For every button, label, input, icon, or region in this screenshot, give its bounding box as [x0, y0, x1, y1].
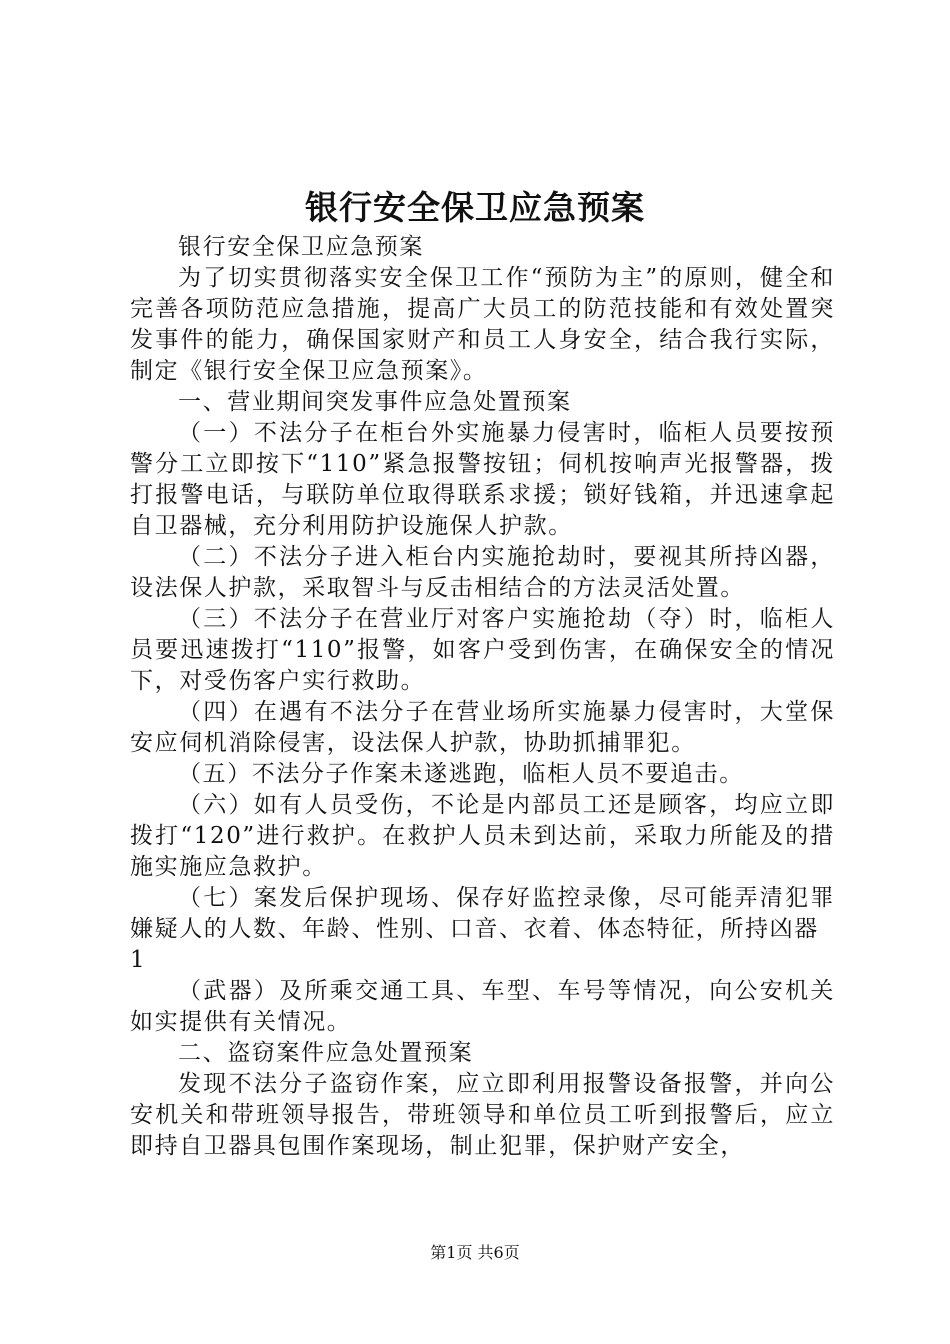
- paragraph-item-5: （五）不法分子作案未遂逃跑，临柜人员不要追击。: [178, 761, 744, 787]
- paragraph-item-6: （六）如有人员受伤，不论是内部员工还是顾客，均应立即拨打“120”进行救护。在救护人员未到达前，采取力所能及的措施实施应急救护。: [130, 792, 835, 880]
- paragraph-theft: 发现不法分子盗窃作案，应立即利用报警设备报警，并向公安机关和带班领导报告，带班领导和单位员工听到报警后，应立即持自卫器具包围作案现场，制止犯罪，保护财产安全，: [130, 1071, 835, 1159]
- inline-page-number: 1: [130, 947, 145, 973]
- section-heading-1: 一、营业期间突发事件应急处置预案: [178, 389, 572, 415]
- paragraph-item-2: （二）不法分子进入柜台内实施抢劫时，要视其所持凶器，设法保人护款，采取智斗与反击相结合的方法灵活处置。: [130, 544, 835, 601]
- paragraph-item-7: （七）案发后保护现场、保存好监控录像，尽可能弄清犯罪嫌疑人的人数、年龄、性别、口音、衣着、体态特征，所持凶器: [130, 885, 835, 942]
- paragraph-item-1: （一）不法分子在柜台外实施暴力侵害时，临柜人员要按预警分工立即按下“110”紧急报警按钮；伺机按响声光报警器，拨打报警电话，与联防单位取得联系求援；锁好钱箱，并迅速拿起自卫器械，充分利用防护设施保人护款。: [130, 420, 835, 539]
- document-title: 银行安全保卫应急预案: [305, 188, 645, 227]
- paragraph-item-3: （三）不法分子在营业厅对客户实施抢劫（夺）时，临柜人员要迅速拨打“110”报警，如客户受到伤害，在确保安全的情况下，对受伤客户实行救助。: [130, 606, 835, 694]
- paragraph-item-4: （四）在遇有不法分子在营业场所实施暴力侵害时，大堂保安应伺机消除侵害，设法保人护款，协助抓捕罪犯。: [130, 699, 835, 756]
- page-footer: 第1页 共6页: [430, 1243, 520, 1262]
- section-heading-2: 二、盗窃案件应急处置预案: [178, 1040, 474, 1066]
- paragraph-subtitle: 银行安全保卫应急预案: [178, 234, 424, 260]
- paragraph-item-7-continued: （武器）及所乘交通工具、车型、车号等情况，向公安机关如实提供有关情况。: [130, 978, 835, 1035]
- paragraph-intro: 为了切实贯彻落实安全保卫工作“预防为主”的原则，健全和完善各项防范应急措施，提高广大员工的防范技能和有效处置突发事件的能力，确保国家财产和员工人身安全，结合我行实际，制定《银行安全保卫应急预案》。: [130, 265, 835, 384]
- document-body: [130, 232, 835, 1162]
